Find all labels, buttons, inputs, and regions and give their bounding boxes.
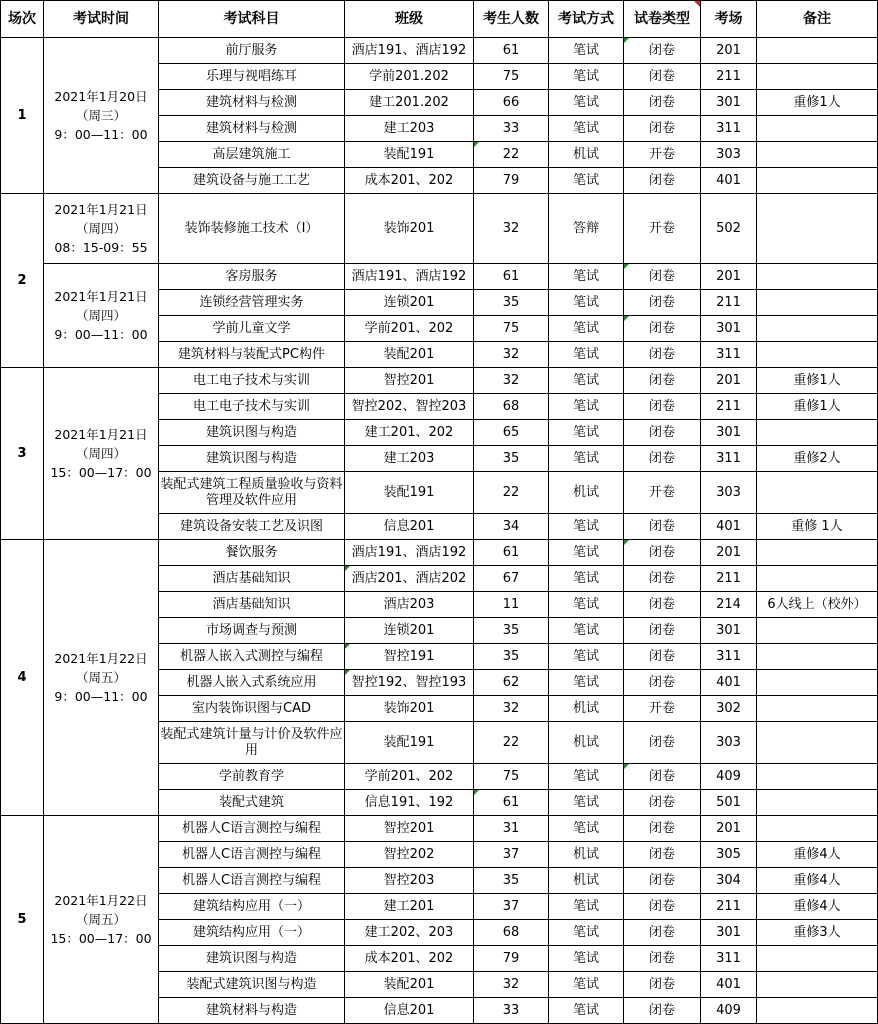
room-cell: 305 <box>701 842 757 868</box>
paper-type-cell: 闭卷 <box>624 420 701 446</box>
exam-method-cell: 笔试 <box>549 592 624 618</box>
session-number: 1 <box>1 38 44 194</box>
room-cell: 211 <box>701 64 757 90</box>
student-count-cell: 35 <box>474 868 549 894</box>
header-paper-type: 试卷类型 <box>624 1 701 38</box>
exam-method-cell: 笔试 <box>549 446 624 472</box>
exam-method-cell: 笔试 <box>549 342 624 368</box>
subject-cell: 建筑识图与构造 <box>159 446 345 472</box>
paper-type-cell: 闭卷 <box>624 394 701 420</box>
exam-time: 9：00—11：00 <box>54 327 148 342</box>
student-count-cell: 32 <box>474 696 549 722</box>
note-cell <box>757 142 878 168</box>
subject-cell: 建筑结构应用（一） <box>159 894 345 920</box>
subject-cell: 电工电子技术与实训 <box>159 394 345 420</box>
student-count-cell: 22 <box>474 142 549 168</box>
room-cell: 211 <box>701 894 757 920</box>
room-cell: 301 <box>701 90 757 116</box>
student-count-cell: 67 <box>474 566 549 592</box>
exam-method-cell: 笔试 <box>549 38 624 64</box>
class-cell: 智控201 <box>345 368 474 394</box>
header-class: 班级 <box>345 1 474 38</box>
subject-cell: 装配式建筑计量与计价及软件应用 <box>159 722 345 764</box>
note-cell <box>757 790 878 816</box>
exam-time-cell <box>44 194 159 264</box>
paper-type-cell: 闭卷 <box>624 290 701 316</box>
student-count-cell: 35 <box>474 446 549 472</box>
student-count-cell: 37 <box>474 842 549 868</box>
exam-date: 2021年1月22日 <box>54 893 148 908</box>
class-cell: 成本201、202 <box>345 946 474 972</box>
exam-method-cell: 笔试 <box>549 972 624 998</box>
header-student-count: 考生人数 <box>474 1 549 38</box>
exam-method-cell: 机试 <box>549 868 624 894</box>
subject-cell: 市场调查与预测 <box>159 618 345 644</box>
exam-method-cell: 笔试 <box>549 670 624 696</box>
student-count-cell: 68 <box>474 920 549 946</box>
paper-type-cell: 闭卷 <box>624 946 701 972</box>
note-cell: 重修4人 <box>757 868 878 894</box>
room-cell: 301 <box>701 316 757 342</box>
subject-cell: 酒店基础知识 <box>159 592 345 618</box>
class-cell: 酒店201、酒店202 <box>345 566 474 592</box>
paper-type-cell: 开卷 <box>624 696 701 722</box>
class-cell: 建工201 <box>345 894 474 920</box>
paper-type-cell: 闭卷 <box>624 842 701 868</box>
paper-type-cell: 闭卷 <box>624 998 701 1024</box>
room-cell: 303 <box>701 472 757 514</box>
subject-cell: 装配式建筑工程质量验收与资料管理及软件应用 <box>159 472 345 514</box>
student-count-cell: 31 <box>474 816 549 842</box>
student-count-cell: 34 <box>474 514 549 540</box>
note-cell <box>757 722 878 764</box>
class-cell: 建工202、203 <box>345 920 474 946</box>
student-count-cell: 75 <box>474 764 549 790</box>
paper-type-cell: 闭卷 <box>624 920 701 946</box>
subject-cell: 机器人C语言测控与编程 <box>159 868 345 894</box>
note-cell <box>757 764 878 790</box>
exam-date: 2021年1月21日 <box>54 427 148 442</box>
class-cell: 成本201、202 <box>345 168 474 194</box>
header-session: 场次 <box>1 1 44 38</box>
exam-weekday: （周三） <box>75 108 126 123</box>
note-cell: 重修2人 <box>757 446 878 472</box>
exam-method-cell: 机试 <box>549 842 624 868</box>
class-cell: 装配191 <box>345 472 474 514</box>
subject-cell: 室内装饰识图与CAD <box>159 696 345 722</box>
room-cell: 211 <box>701 566 757 592</box>
paper-type-cell: 闭卷 <box>624 540 701 566</box>
student-count-cell: 33 <box>474 998 549 1024</box>
student-count-cell: 32 <box>474 194 549 264</box>
class-cell: 装饰201 <box>345 696 474 722</box>
exam-time: 9：00—11：00 <box>54 127 148 142</box>
exam-method-cell: 笔试 <box>549 920 624 946</box>
exam-method-cell: 笔试 <box>549 316 624 342</box>
paper-type-cell: 闭卷 <box>624 90 701 116</box>
subject-cell: 机器人C语言测控与编程 <box>159 842 345 868</box>
exam-method-cell: 笔试 <box>549 64 624 90</box>
exam-time-cell <box>44 38 159 194</box>
schedule-body <box>1 38 878 1024</box>
class-cell: 学前201、202 <box>345 764 474 790</box>
note-cell: 重修1人 <box>757 368 878 394</box>
class-cell: 建工201、202 <box>345 420 474 446</box>
exam-method-cell: 机试 <box>549 472 624 514</box>
table-row <box>1 264 878 290</box>
room-cell: 311 <box>701 644 757 670</box>
exam-time-cell <box>44 540 159 816</box>
paper-type-cell: 闭卷 <box>624 342 701 368</box>
student-count-cell: 32 <box>474 972 549 998</box>
class-cell: 酒店191、酒店192 <box>345 264 474 290</box>
table-row <box>1 38 878 64</box>
exam-method-cell: 笔试 <box>549 894 624 920</box>
class-cell: 连锁201 <box>345 290 474 316</box>
exam-method-cell: 笔试 <box>549 644 624 670</box>
class-cell: 酒店203 <box>345 592 474 618</box>
exam-time: 15：00—17：00 <box>50 465 152 480</box>
exam-method-cell: 笔试 <box>549 764 624 790</box>
table-row <box>1 368 878 394</box>
exam-method-cell: 笔试 <box>549 790 624 816</box>
class-cell: 学前201.202 <box>345 64 474 90</box>
paper-type-cell: 闭卷 <box>624 644 701 670</box>
note-cell <box>757 38 878 64</box>
subject-cell: 装配式建筑识图与构造 <box>159 972 345 998</box>
subject-cell: 建筑材料与装配式PC构件 <box>159 342 345 368</box>
subject-cell: 建筑结构应用（一） <box>159 920 345 946</box>
note-cell <box>757 566 878 592</box>
paper-type-cell: 开卷 <box>624 472 701 514</box>
paper-type-cell: 闭卷 <box>624 514 701 540</box>
exam-method-cell: 笔试 <box>549 90 624 116</box>
class-cell: 智控202、智控203 <box>345 394 474 420</box>
room-cell: 311 <box>701 946 757 972</box>
exam-date: 2021年1月21日 <box>54 202 148 217</box>
exam-weekday: （周五） <box>75 912 126 927</box>
header-exam-method: 考试方式 <box>549 1 624 38</box>
exam-method-cell: 笔试 <box>549 514 624 540</box>
note-cell <box>757 540 878 566</box>
exam-method-cell: 笔试 <box>549 540 624 566</box>
student-count-cell: 75 <box>474 64 549 90</box>
room-cell: 214 <box>701 592 757 618</box>
paper-type-cell: 闭卷 <box>624 38 701 64</box>
room-cell: 201 <box>701 264 757 290</box>
class-cell: 学前201、202 <box>345 316 474 342</box>
room-cell: 211 <box>701 290 757 316</box>
class-cell: 智控202 <box>345 842 474 868</box>
exam-method-cell: 笔试 <box>549 368 624 394</box>
room-cell: 201 <box>701 540 757 566</box>
room-cell: 401 <box>701 972 757 998</box>
paper-type-cell: 闭卷 <box>624 722 701 764</box>
paper-type-cell: 闭卷 <box>624 972 701 998</box>
session-number: 2 <box>1 194 44 368</box>
note-cell <box>757 168 878 194</box>
subject-cell: 建筑识图与构造 <box>159 946 345 972</box>
exam-method-cell: 笔试 <box>549 264 624 290</box>
exam-time: 9：00—11：00 <box>54 689 148 704</box>
exam-method-cell: 笔试 <box>549 290 624 316</box>
exam-time-cell <box>44 264 159 368</box>
note-cell <box>757 194 878 264</box>
paper-type-cell: 闭卷 <box>624 168 701 194</box>
paper-type-cell: 闭卷 <box>624 64 701 90</box>
class-cell: 智控192、智控193 <box>345 670 474 696</box>
paper-type-cell: 闭卷 <box>624 894 701 920</box>
room-cell: 302 <box>701 696 757 722</box>
student-count-cell: 11 <box>474 592 549 618</box>
paper-type-cell: 闭卷 <box>624 790 701 816</box>
note-cell <box>757 696 878 722</box>
paper-type-cell: 开卷 <box>624 194 701 264</box>
class-cell: 酒店191、酒店192 <box>345 540 474 566</box>
exam-method-cell: 笔试 <box>549 420 624 446</box>
student-count-cell: 62 <box>474 670 549 696</box>
paper-type-cell: 闭卷 <box>624 446 701 472</box>
class-cell: 装饰201 <box>345 194 474 264</box>
subject-cell: 机器人嵌入式系统应用 <box>159 670 345 696</box>
exam-method-cell: 笔试 <box>549 946 624 972</box>
room-cell: 201 <box>701 368 757 394</box>
paper-type-cell: 开卷 <box>624 142 701 168</box>
exam-method-cell: 笔试 <box>549 394 624 420</box>
student-count-cell: 22 <box>474 722 549 764</box>
paper-type-cell: 闭卷 <box>624 116 701 142</box>
class-cell: 装配191 <box>345 142 474 168</box>
room-cell: 311 <box>701 116 757 142</box>
paper-type-cell: 闭卷 <box>624 764 701 790</box>
room-cell: 311 <box>701 342 757 368</box>
note-cell <box>757 946 878 972</box>
student-count-cell: 61 <box>474 264 549 290</box>
student-count-cell: 22 <box>474 472 549 514</box>
subject-cell: 装配式建筑 <box>159 790 345 816</box>
student-count-cell: 32 <box>474 368 549 394</box>
room-cell: 201 <box>701 816 757 842</box>
paper-type-cell: 闭卷 <box>624 670 701 696</box>
student-count-cell: 37 <box>474 894 549 920</box>
paper-type-cell: 闭卷 <box>624 264 701 290</box>
student-count-cell: 79 <box>474 946 549 972</box>
note-cell: 重修1人 <box>757 90 878 116</box>
room-cell: 303 <box>701 142 757 168</box>
subject-cell: 电工电子技术与实训 <box>159 368 345 394</box>
paper-type-cell: 闭卷 <box>624 592 701 618</box>
room-cell: 211 <box>701 394 757 420</box>
student-count-cell: 35 <box>474 618 549 644</box>
note-cell: 重修4人 <box>757 842 878 868</box>
exam-time: 15：00—17：00 <box>50 931 152 946</box>
paper-type-cell: 闭卷 <box>624 566 701 592</box>
student-count-cell: 65 <box>474 420 549 446</box>
table-row <box>1 194 878 264</box>
exam-method-cell: 笔试 <box>549 618 624 644</box>
subject-cell: 建筑识图与构造 <box>159 420 345 446</box>
header-note: 备注 <box>757 1 878 38</box>
note-cell <box>757 472 878 514</box>
note-cell <box>757 116 878 142</box>
student-count-cell: 35 <box>474 644 549 670</box>
header-subject: 考试科目 <box>159 1 345 38</box>
room-cell: 409 <box>701 764 757 790</box>
class-cell: 智控191 <box>345 644 474 670</box>
class-cell: 建工203 <box>345 446 474 472</box>
class-cell: 装配201 <box>345 342 474 368</box>
exam-method-cell: 答辩 <box>549 194 624 264</box>
student-count-cell: 66 <box>474 90 549 116</box>
paper-type-cell: 闭卷 <box>624 368 701 394</box>
note-cell <box>757 670 878 696</box>
student-count-cell: 75 <box>474 316 549 342</box>
paper-type-cell: 闭卷 <box>624 868 701 894</box>
class-cell: 建工203 <box>345 116 474 142</box>
subject-cell: 高层建筑施工 <box>159 142 345 168</box>
header-room: 考场 <box>701 1 757 38</box>
exam-time: 08：15-09：55 <box>54 240 148 255</box>
class-cell: 连锁201 <box>345 618 474 644</box>
subject-cell: 学前教育学 <box>159 764 345 790</box>
subject-cell: 连锁经营管理实务 <box>159 290 345 316</box>
class-cell: 智控203 <box>345 868 474 894</box>
room-cell: 301 <box>701 420 757 446</box>
note-cell <box>757 816 878 842</box>
class-cell: 信息201 <box>345 998 474 1024</box>
room-cell: 409 <box>701 998 757 1024</box>
room-cell: 304 <box>701 868 757 894</box>
subject-cell: 建筑设备与施工工艺 <box>159 168 345 194</box>
student-count-cell: 32 <box>474 342 549 368</box>
exam-date: 2021年1月20日 <box>54 89 148 104</box>
class-cell: 智控201 <box>345 816 474 842</box>
note-cell: 重修 1人 <box>757 514 878 540</box>
exam-time-cell <box>44 368 159 540</box>
session-number: 3 <box>1 368 44 540</box>
note-cell <box>757 290 878 316</box>
subject-cell: 机器人嵌入式测控与编程 <box>159 644 345 670</box>
class-cell: 装配191 <box>345 722 474 764</box>
room-cell: 301 <box>701 618 757 644</box>
student-count-cell: 61 <box>474 540 549 566</box>
subject-cell: 建筑材料与构造 <box>159 998 345 1024</box>
class-cell: 酒店191、酒店192 <box>345 38 474 64</box>
session-number: 5 <box>1 816 44 1024</box>
exam-method-cell: 笔试 <box>549 116 624 142</box>
exam-method-cell: 笔试 <box>549 816 624 842</box>
exam-weekday: （周四） <box>75 221 126 236</box>
student-count-cell: 33 <box>474 116 549 142</box>
room-cell: 401 <box>701 670 757 696</box>
paper-type-cell: 闭卷 <box>624 618 701 644</box>
exam-method-cell: 机试 <box>549 142 624 168</box>
note-cell <box>757 316 878 342</box>
note-cell <box>757 998 878 1024</box>
exam-time-cell <box>44 816 159 1024</box>
header-row <box>1 1 878 38</box>
student-count-cell: 35 <box>474 290 549 316</box>
class-cell: 建工201.202 <box>345 90 474 116</box>
room-cell: 303 <box>701 722 757 764</box>
note-cell <box>757 342 878 368</box>
exam-method-cell: 笔试 <box>549 998 624 1024</box>
subject-cell: 学前儿童文学 <box>159 316 345 342</box>
note-cell: 重修4人 <box>757 894 878 920</box>
subject-cell: 前厅服务 <box>159 38 345 64</box>
exam-method-cell: 笔试 <box>549 168 624 194</box>
class-cell: 装配201 <box>345 972 474 998</box>
note-cell <box>757 264 878 290</box>
subject-cell: 装饰装修施工技术（Ⅰ） <box>159 194 345 264</box>
student-count-cell: 68 <box>474 394 549 420</box>
room-cell: 401 <box>701 514 757 540</box>
note-cell: 6人线上（校外） <box>757 592 878 618</box>
exam-method-cell: 机试 <box>549 722 624 764</box>
exam-weekday: （周四） <box>75 446 126 461</box>
room-cell: 311 <box>701 446 757 472</box>
table-row <box>1 540 878 566</box>
table-row <box>1 816 878 842</box>
note-cell: 重修3人 <box>757 920 878 946</box>
subject-cell: 机器人C语言测控与编程 <box>159 816 345 842</box>
note-cell <box>757 420 878 446</box>
exam-date: 2021年1月21日 <box>54 289 148 304</box>
subject-cell: 酒店基础知识 <box>159 566 345 592</box>
exam-date: 2021年1月22日 <box>54 651 148 666</box>
note-cell <box>757 644 878 670</box>
session-number: 4 <box>1 540 44 816</box>
room-cell: 502 <box>701 194 757 264</box>
room-cell: 301 <box>701 920 757 946</box>
note-cell: 重修1人 <box>757 394 878 420</box>
subject-cell: 客房服务 <box>159 264 345 290</box>
student-count-cell: 61 <box>474 790 549 816</box>
header-exam-time: 考试时间 <box>44 1 159 38</box>
subject-cell: 乐理与视唱练耳 <box>159 64 345 90</box>
exam-method-cell: 笔试 <box>549 566 624 592</box>
student-count-cell: 79 <box>474 168 549 194</box>
room-cell: 201 <box>701 38 757 64</box>
subject-cell: 建筑设备安装工艺及识图 <box>159 514 345 540</box>
student-count-cell: 61 <box>474 38 549 64</box>
note-cell <box>757 618 878 644</box>
note-cell <box>757 972 878 998</box>
room-cell: 501 <box>701 790 757 816</box>
class-cell: 信息201 <box>345 514 474 540</box>
paper-type-cell: 闭卷 <box>624 316 701 342</box>
class-cell: 信息191、192 <box>345 790 474 816</box>
paper-type-cell: 闭卷 <box>624 816 701 842</box>
exam-weekday: （周四） <box>75 308 126 323</box>
exam-weekday: （周五） <box>75 670 126 685</box>
exam-method-cell: 机试 <box>549 696 624 722</box>
subject-cell: 建筑材料与检测 <box>159 116 345 142</box>
note-cell <box>757 64 878 90</box>
subject-cell: 餐饮服务 <box>159 540 345 566</box>
subject-cell: 建筑材料与检测 <box>159 90 345 116</box>
room-cell: 401 <box>701 168 757 194</box>
